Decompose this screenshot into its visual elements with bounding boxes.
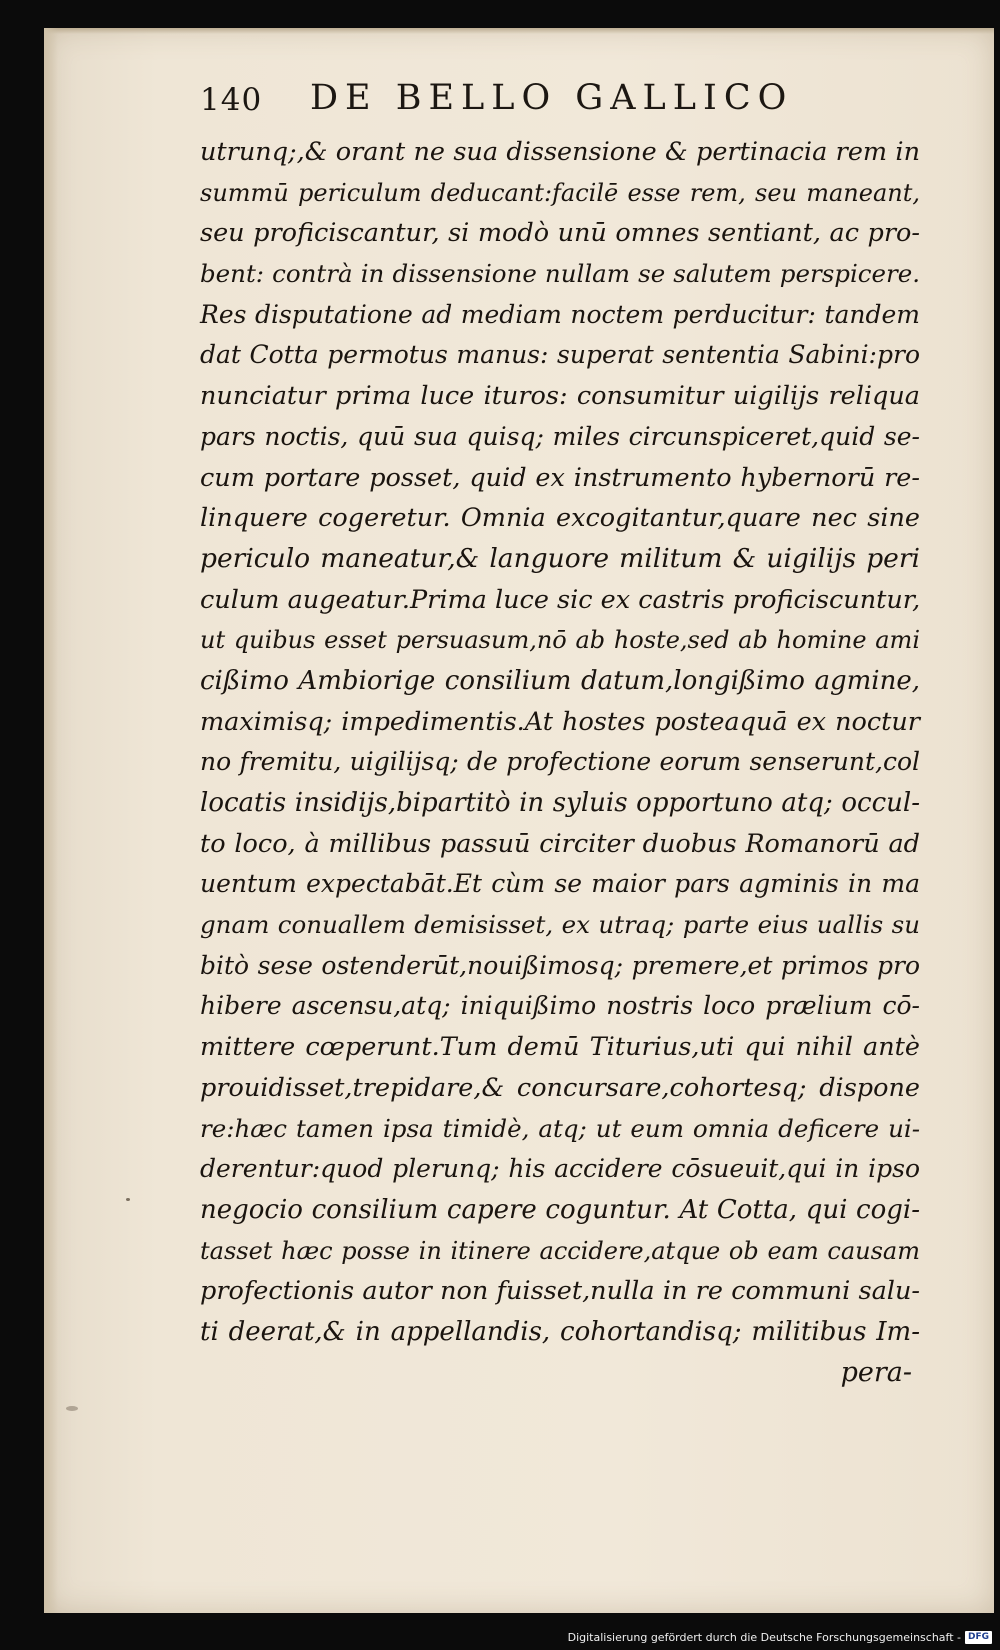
text-line: nunciatur prima luce ituros: consumitur uigilijs reliqua <box>200 381 920 412</box>
text-line: hibere ascensu,atq; iniquißimo nostris loco prælium cō- <box>200 991 920 1021</box>
text-line: locatis insidijs,bipartitò in syluis opportuno atq; occul- <box>200 788 920 818</box>
text-line: maximisq; impedimentis.At hostes posteaquā ex noctur <box>200 706 920 737</box>
text-line: re:hæc tamen ipsa timidè, atq; ut eum omnia deficere ui- <box>200 1113 920 1143</box>
text-line: culum augeatur.Prima luce sic ex castris proficiscuntur, <box>200 584 921 615</box>
running-title: DE BELLO GALLICO <box>310 78 794 118</box>
text-line: linquere cogeretur. Omnia excogitantur,quare nec sine <box>200 503 920 534</box>
text-line: derentur:quod plerunq; his accidere cōsueuit,qui in ipso <box>200 1154 920 1184</box>
text-line: to loco, à millibus passuū circiter duobus Romanorū ad <box>200 828 920 859</box>
text-line: no fremitu, uigilijsq; de profectione eorum senserunt,col <box>200 747 920 777</box>
body-text <box>200 132 920 1393</box>
text-line: uentum expectabāt.Et cùm se maior pars agminis in ma <box>200 869 920 899</box>
text-line: mittere cœperunt.Tum demū Titurius,uti qui nihil antè <box>200 1032 920 1063</box>
paper-speck <box>126 1198 130 1201</box>
text-line: profectionis autor non fuisset,nulla in re communi salu- <box>200 1276 920 1307</box>
text-line: cißimo Ambiorige consilium datum,longißimo agmine, <box>200 665 920 696</box>
text-line: ut quibus esset persuasum,nō ab hoste,sed ab homine ami <box>200 626 920 655</box>
text-line: pars noctis, quū sua quisq; miles circunspiceret,quid se- <box>200 421 920 451</box>
text-line: seu proficiscantur, si modò unū omnes sentiant, ac pro- <box>200 218 920 249</box>
page-number: 140 <box>200 82 263 118</box>
text-line: utrunq;,& orant ne sua dissensione & pertinacia rem in <box>200 137 920 167</box>
text-line: tasset hæc posse in itinere accidere,atque ob eam causam <box>200 1236 920 1265</box>
dfg-logo: DFG <box>965 1631 992 1644</box>
text-line: periculo maneatur,& languore militum & uigilijs peri <box>200 542 920 574</box>
credit-text: Digitalisierung gefördert durch die Deutsche Forschungsgemeinschaft - <box>567 1631 961 1644</box>
page-edge-left <box>44 28 58 1613</box>
page-edge-top <box>44 28 994 34</box>
text-line: Res disputatione ad mediam noctem perducitur: tandem <box>200 299 920 329</box>
text-line: bitò sese ostenderūt,nouißimosq; premere,et primos pro <box>200 950 920 980</box>
page-header <box>200 76 860 126</box>
paper-speck <box>66 1406 78 1411</box>
text-line: summū periculum deducant:facilē esse rem, seu maneant, <box>200 178 920 207</box>
text-line: gnam conuallem demisisset, ex utraq; parte eius uallis su <box>200 910 920 940</box>
catchword: pera- <box>840 1356 912 1388</box>
text-line: ti deerat,& in appellandis, cohortandisq; militibus Im- <box>200 1316 920 1347</box>
text-line: dat Cotta permotus manus: superat sententia Sabini:pro <box>200 340 920 370</box>
text-line: cum portare posset, quid ex instrumento hybernorū re- <box>200 462 920 493</box>
text-line: prouidisset,trepidare,& concursare,cohortesq; dispone <box>200 1072 920 1103</box>
text-line: negocio consilium capere coguntur. At Cotta, qui cogi- <box>200 1194 920 1225</box>
text-line: bent: contrà in dissensione nullam se salutem perspicere. <box>200 259 920 289</box>
digitization-credit <box>568 1631 992 1644</box>
